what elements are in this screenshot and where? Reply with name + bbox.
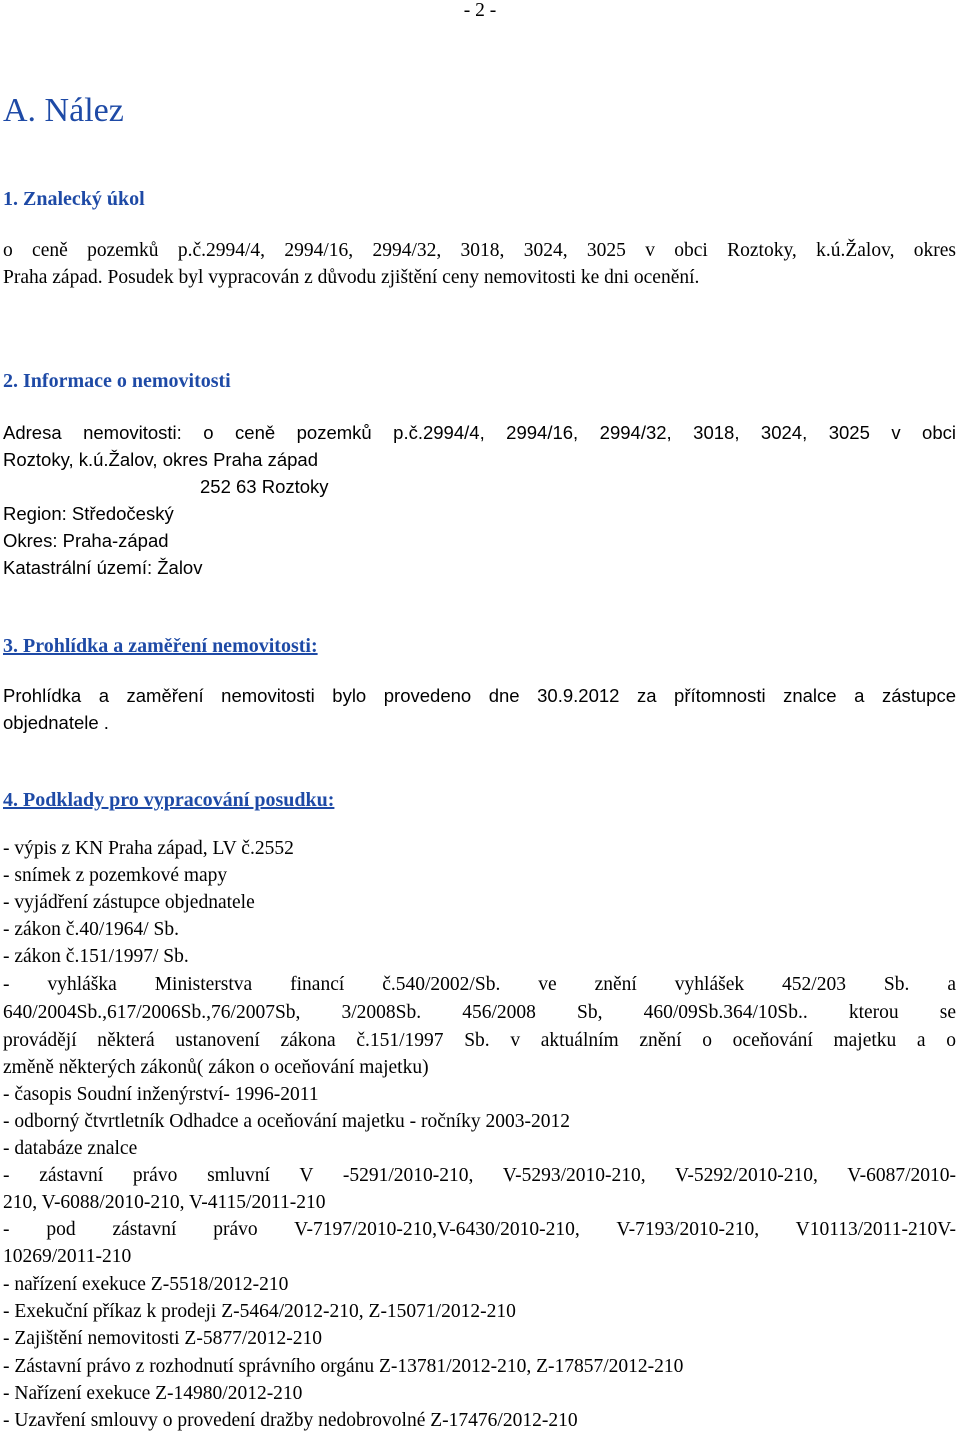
source-list-item: - odborný čtvrtletník Odhadce a oceňování majetku - ročníky 2003-2012 <box>3 1111 570 1132</box>
source-list-item: provádějí některá ustanovení zákona č.151/1997 Sb. v aktuálním znění o oceňování majetku a o <box>3 1030 956 1051</box>
source-list-item: - vyhláška Ministerstva financí č.540/2002/Sb. ve znění vyhlášek 452/203 Sb. a <box>3 974 956 995</box>
source-list-item: - Exekuční příkaz k prodeji Z-5464/2012-210, Z-15071/2012-210 <box>3 1301 516 1322</box>
source-list-item: - pod zástavní právo V-7197/2010-210,V-6430/2010-210, V-7193/2010-210, V10113/2011-210V- <box>3 1219 956 1240</box>
source-list-item: změně některých zákonů( zákon o oceňování majetku) <box>3 1057 429 1078</box>
address-line: Adresa nemovitosti: o ceně pozemků p.č.2994/4, 2994/16, 2994/32, 3018, 3024, 3025 v obci <box>3 422 956 443</box>
section-4-heading: 4. Podklady pro vypracování posudku: <box>3 789 335 811</box>
section-1-line: o ceně pozemků p.č.2994/4, 2994/16, 2994/32, 3018, 3024, 3025 v obci Roztoky, k.ú.Žalov, okres <box>3 240 956 261</box>
source-list-item: 10269/2011-210 <box>3 1246 132 1267</box>
source-list-item: - vyjádření zástupce objednatele <box>3 892 255 913</box>
region-line: Region: Středočeský <box>3 503 174 524</box>
section-1-line: Praha západ. Posudek byl vypracován z důvodu zjištění ceny nemovitosti ke dni ocenění. <box>3 267 700 288</box>
source-list-item: - databáze znalce <box>3 1138 138 1159</box>
source-list-item: - výpis z KN Praha západ, LV č.2552 <box>3 838 294 859</box>
source-list-item: 640/2004Sb.,617/2006Sb.,76/2007Sb, 3/2008Sb. 456/2008 Sb, 460/09Sb.364/10Sb.. kterou se <box>3 1002 956 1023</box>
source-list-item: - Zajištění nemovitosti Z-5877/2012-210 <box>3 1328 322 1349</box>
cadastre-line: Katastrální území: Žalov <box>3 557 203 578</box>
district-line: Okres: Praha-západ <box>3 530 169 551</box>
section-3-heading: 3. Prohlídka a zaměření nemovitosti: <box>3 635 318 657</box>
source-list-item: - zákon č.151/1997/ Sb. <box>3 946 189 967</box>
source-list-item: - Nařízení exekuce Z-14980/2012-210 <box>3 1383 303 1404</box>
source-list-item: - Uzavření smlouvy o provedení dražby nedobrovolné Z-17476/2012-210 <box>3 1410 578 1431</box>
source-list-item: - snímek z pozemkové mapy <box>3 865 228 886</box>
source-list-item: - Zástavní právo z rozhodnutí správního orgánu Z-13781/2012-210, Z-17857/2012-210 <box>3 1356 684 1377</box>
inspection-line: objednatele . <box>3 712 109 733</box>
section-2-heading: 2. Informace o nemovitosti <box>3 370 231 392</box>
source-list-item: - zástavní právo smluvní V -5291/2010-210, V-5293/2010-210, V-5292/2010-210, V-6087/2010- <box>3 1165 956 1186</box>
source-list-item: - nařízení exekuce Z-5518/2012-210 <box>3 1274 289 1295</box>
source-list-item: - zákon č.40/1964/ Sb. <box>3 919 180 940</box>
source-list-item: - časopis Soudní inženýrství- 1996-2011 <box>3 1084 319 1105</box>
section-1-heading: 1. Znalecký úkol <box>3 188 145 210</box>
address-line: 252 63 Roztoky <box>200 476 329 497</box>
source-list-item: 210, V-6088/2010-210, V-4115/2011-210 <box>3 1192 326 1213</box>
inspection-line: Prohlídka a zaměření nemovitosti bylo provedeno dne 30.9.2012 za přítomnosti znalce a zástupce <box>3 685 956 706</box>
address-line: Roztoky, k.ú.Žalov, okres Praha západ <box>3 449 318 470</box>
page-number: - 2 - <box>463 0 497 21</box>
document-title: A. Nález <box>3 92 124 129</box>
